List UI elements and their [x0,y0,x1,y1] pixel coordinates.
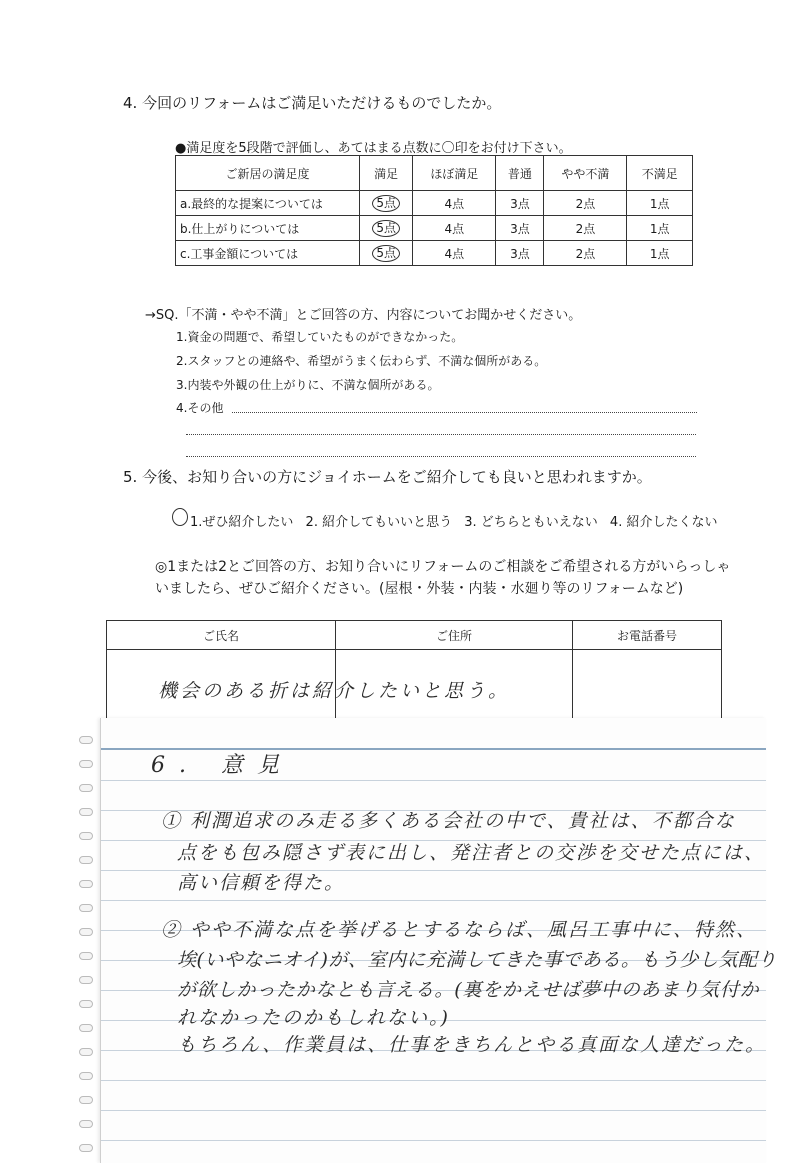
binder-ring [79,976,93,984]
q4-title: 4. 今回のリフォームはご満足いただけるものでしたか。 [123,94,502,112]
handwritten-referral-comment: 機会のある折は紹介したいと思う。 [158,680,511,702]
header-cell: 普通 [496,156,544,191]
opinion-line: 埃(いやなニオイ)が、室内に充満してきた事である。もう少し気配り [177,949,777,971]
header-address: ご住所 [336,621,573,650]
binder-ring [79,784,93,792]
q5-option[interactable]: 3. どちらともいえない [464,515,598,530]
selected-score: 5点 [372,195,400,212]
satisfaction-header-row [176,156,693,191]
binder-ring [79,1048,93,1056]
score-option[interactable]: 4点 [413,241,496,266]
binder-ring [79,1000,93,1008]
binder-ring [79,1096,93,1104]
score-option[interactable] [360,216,413,241]
binder-ring [79,832,93,840]
referral-note-line1: ◎1または2とご回答の方、お知り合いにリフォームのご相談をご希望される方がいらっしゃ [155,559,731,575]
answer-line[interactable] [186,434,696,435]
header-cell: ご新居の満足度 [176,156,360,191]
satisfaction-row [176,191,693,216]
sq-item[interactable]: 4.その他 [176,401,224,415]
opinion-line: が欲しかったかなとも言える。(裏をかえせば夢中のあまり気付か [177,979,760,1001]
header-cell: 満足 [360,156,413,191]
satisfaction-row [176,216,693,241]
binder-ring [79,904,93,912]
answer-line[interactable] [186,456,696,457]
sq-item[interactable]: 3.内装や外観の仕上がりに、不満な個所がある。 [176,378,440,392]
q4-instruction: ●満足度を5段階で評価し、あてはまる点数に〇印をお付け下さい。 [175,141,572,156]
phone-cell[interactable] [573,650,722,719]
satisfaction-row [176,241,693,266]
score-option[interactable]: 1点 [627,241,693,266]
score-option[interactable]: 3点 [496,216,544,241]
score-option[interactable]: 1点 [627,191,693,216]
binder-ring [79,1072,93,1080]
binder-ring [79,952,93,960]
binder-ring [79,1024,93,1032]
binder-ring [79,856,93,864]
binder-ring [79,808,93,816]
header-name: ご氏名 [107,621,336,650]
score-option[interactable]: 2点 [544,241,627,266]
selected-circle-icon [172,508,188,526]
q5-options [172,508,725,530]
selected-score: 5点 [372,220,400,237]
score-option[interactable] [360,191,413,216]
opinion-line: もちろん、作業員は、仕事をきちんとやる真面な人達だった。 [177,1034,767,1056]
header-phone: お電話番号 [573,621,722,650]
binder-ring [79,736,93,744]
binder-ring [79,880,93,888]
sq-title: →SQ.「不満・やや不満」とご回答の方、内容についてお聞かせください。 [145,308,582,323]
binder-ring [79,928,93,936]
q5-option-selected[interactable] [172,515,293,530]
q5-option-label: 1.ぜひ紹介したい [190,515,294,530]
row-label: a.最終的な提案については [176,191,360,216]
binder-ring [79,1144,93,1152]
binder-ring [79,760,93,768]
opinion-line: 点をも包み隠さず表に出し、発注者との交渉を交せた点には、 [177,842,766,864]
score-option[interactable]: 2点 [544,191,627,216]
sq-item[interactable]: 2.スタッフとの連絡や、希望がうまく伝わらず、不満な個所がある。 [176,354,547,368]
answer-line[interactable] [232,412,697,413]
header-cell: 不満足 [627,156,693,191]
score-option[interactable]: 4点 [413,191,496,216]
score-option[interactable]: 4点 [413,216,496,241]
q5-option[interactable]: 4. 紹介したくない [609,515,718,530]
satisfaction-table [175,155,693,266]
score-option[interactable]: 3点 [496,191,544,216]
score-option[interactable] [360,241,413,266]
score-option[interactable]: 2点 [544,216,627,241]
q5-option[interactable]: 2. 紹介してもいいと思う [305,515,453,530]
referral-table [106,620,722,719]
header-cell: やや不満 [544,156,627,191]
score-option[interactable]: 1点 [627,216,693,241]
referral-header-row [107,621,722,650]
opinion-line: 高い信頼を得た。 [177,872,346,894]
q6-title: 6. 意見 [151,753,293,778]
score-option[interactable]: 3点 [496,241,544,266]
sq-item[interactable]: 1.資金の問題で、希望していたものができなかった。 [176,330,464,344]
opinion-line: ② やや不満な点を挙げるとするならば、風呂工事中に、特然、 [161,919,758,941]
opinion-line: ① 利潤追求のみ走る多くある会社の中で、貴社は、不都合な [161,810,736,832]
opinion-line: れなかったのかもしれない。) [177,1007,450,1029]
row-label: c.工事金額については [176,241,360,266]
referral-note-line2: いましたら、ぜひご紹介ください。(屋根・外装・内装・水廻り等のリフォームなど) [155,581,684,597]
opinion-sheet [100,718,777,1163]
selected-score: 5点 [372,245,400,262]
header-cell: ほぼ満足 [413,156,496,191]
binder-ring [79,1120,93,1128]
row-label: b.仕上がりについては [176,216,360,241]
q5-title: 5. 今後、お知り合いの方にジョイホームをご紹介しても良いと思われますか。 [123,468,652,486]
